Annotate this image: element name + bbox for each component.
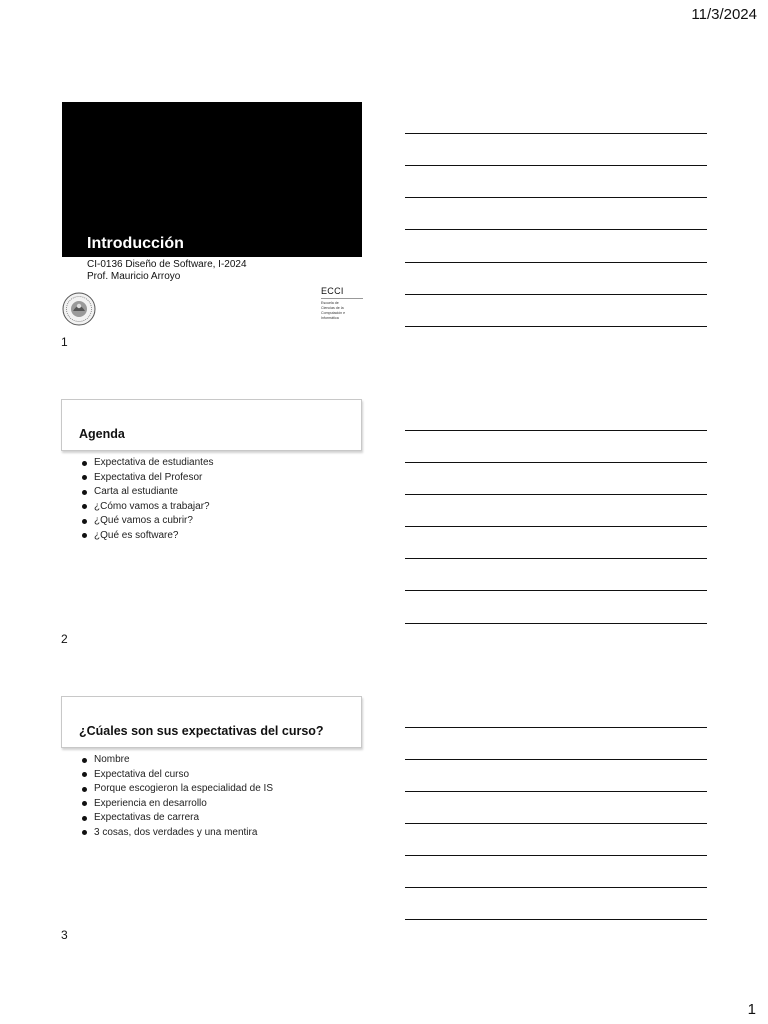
note-line bbox=[405, 919, 707, 920]
list-item: Expectativa de estudiantes bbox=[82, 456, 214, 471]
note-line bbox=[405, 590, 707, 591]
list-item: Carta al estudiante bbox=[82, 485, 214, 500]
note-line bbox=[405, 855, 707, 856]
slide-2-title-box bbox=[61, 399, 362, 451]
ecci-line: Escuela de bbox=[321, 301, 339, 305]
note-line bbox=[405, 558, 707, 559]
note-line bbox=[405, 326, 707, 327]
list-item: Nombre bbox=[82, 753, 273, 768]
slide-1-thumbnail bbox=[62, 102, 362, 332]
list-item: Expectativa del curso bbox=[82, 768, 273, 783]
note-line bbox=[405, 430, 707, 431]
ecci-line: Ciencias de la bbox=[321, 306, 344, 310]
note-line bbox=[405, 462, 707, 463]
ecci-wordmark: ECCI bbox=[321, 286, 344, 296]
slide-3-bullet-list bbox=[82, 753, 273, 840]
slide-subtitle bbox=[87, 259, 247, 283]
ecci-divider bbox=[321, 298, 363, 299]
slide-3-title-box bbox=[61, 696, 362, 748]
list-item: Porque escogieron la especialidad de IS bbox=[82, 782, 273, 797]
note-line bbox=[405, 623, 707, 624]
note-line bbox=[405, 759, 707, 760]
note-line bbox=[405, 823, 707, 824]
list-item: Expectativas de carrera bbox=[82, 811, 273, 826]
note-line bbox=[405, 133, 707, 134]
ecci-logo bbox=[321, 286, 363, 321]
slide-title: ¿Cúales son sus expectativas del curso? bbox=[79, 724, 324, 738]
slide-title: Introducción bbox=[87, 235, 184, 252]
university-seal-icon bbox=[62, 292, 96, 326]
list-item: ¿Qué es software? bbox=[82, 529, 214, 544]
ecci-school-name bbox=[321, 301, 363, 321]
slide-title: Agenda bbox=[79, 427, 125, 441]
note-line bbox=[405, 165, 707, 166]
list-item: Expectativa del Profesor bbox=[82, 471, 214, 486]
slide-number: 1 bbox=[61, 335, 68, 349]
list-item: ¿Cómo vamos a trabajar? bbox=[82, 500, 214, 515]
note-line bbox=[405, 791, 707, 792]
note-line bbox=[405, 494, 707, 495]
slide-number: 3 bbox=[61, 928, 68, 942]
note-line bbox=[405, 887, 707, 888]
course-line: CI-0136 Diseño de Software, I-2024 bbox=[87, 259, 247, 270]
note-line bbox=[405, 262, 707, 263]
ecci-line: Computación e bbox=[321, 311, 346, 315]
slide-2-bullet-list bbox=[82, 456, 214, 543]
page-number: 1 bbox=[747, 1001, 756, 1018]
note-line bbox=[405, 727, 707, 728]
note-line bbox=[405, 229, 707, 230]
note-line bbox=[405, 294, 707, 295]
slide-number: 2 bbox=[61, 632, 68, 646]
list-item: ¿Qué vamos a cubrir? bbox=[82, 514, 214, 529]
note-line bbox=[405, 526, 707, 527]
title-banner bbox=[62, 102, 362, 257]
ecci-line: Informática bbox=[321, 316, 339, 320]
list-item: 3 cosas, dos verdades y una mentira bbox=[82, 826, 273, 841]
note-line bbox=[405, 197, 707, 198]
list-item: Experiencia en desarrollo bbox=[82, 797, 273, 812]
print-date: 11/3/2024 bbox=[691, 6, 757, 23]
professor-line: Prof. Mauricio Arroyo bbox=[87, 271, 181, 282]
